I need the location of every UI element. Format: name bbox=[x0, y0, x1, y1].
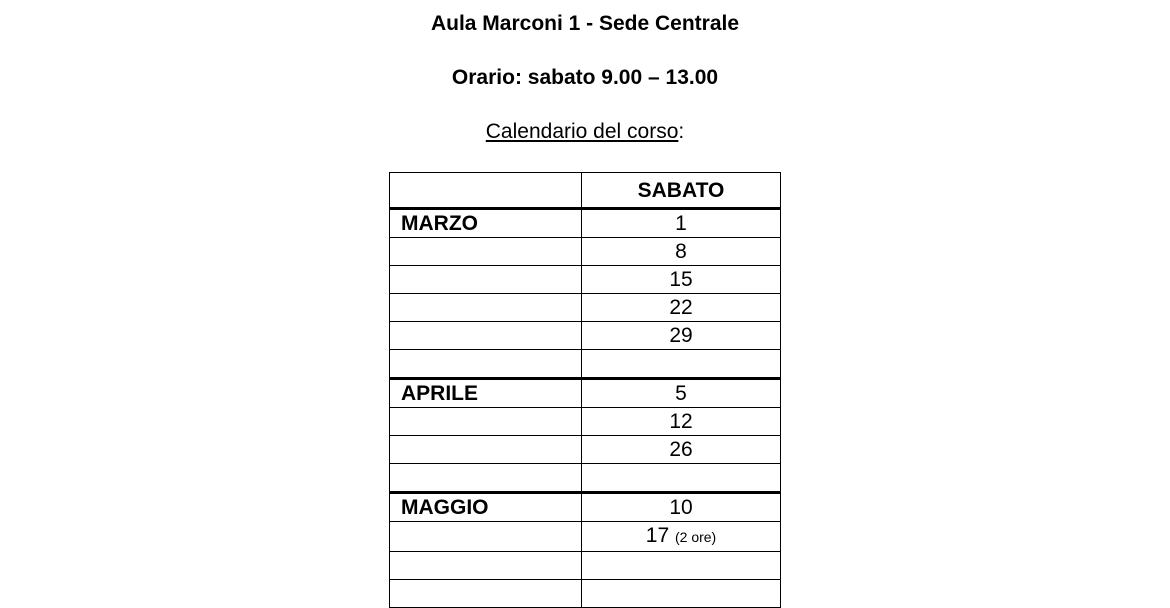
month-cell bbox=[390, 350, 582, 379]
table-row bbox=[390, 238, 781, 266]
day-number: 12 bbox=[669, 410, 693, 433]
table-row bbox=[390, 436, 781, 464]
calendar-label bbox=[0, 120, 1170, 144]
month-cell bbox=[390, 238, 582, 266]
header-month-cell bbox=[390, 173, 582, 209]
day-cell bbox=[582, 436, 781, 464]
table-row bbox=[390, 350, 781, 379]
month-cell bbox=[390, 408, 582, 436]
day-cell bbox=[582, 266, 781, 294]
day-number: 5 bbox=[675, 382, 687, 405]
day-number: 17 bbox=[645, 524, 670, 547]
month-cell bbox=[390, 294, 582, 322]
table-row bbox=[390, 379, 781, 408]
day-number: 29 bbox=[669, 324, 693, 347]
month-cell bbox=[390, 266, 582, 294]
month-cell bbox=[390, 436, 582, 464]
header-day-cell: SABATO bbox=[582, 173, 781, 209]
day-number: 15 bbox=[669, 268, 693, 291]
table-row bbox=[390, 294, 781, 322]
table-row bbox=[390, 408, 781, 436]
document-title: Aula Marconi 1 - Sede Centrale bbox=[430, 12, 740, 35]
calendar-label-colon: : bbox=[678, 120, 685, 143]
day-cell bbox=[582, 379, 781, 408]
table-row bbox=[390, 266, 781, 294]
day-note: (2 ore) bbox=[674, 529, 717, 545]
month-cell bbox=[390, 522, 582, 552]
day-cell bbox=[582, 464, 781, 493]
day-number: 26 bbox=[669, 438, 693, 461]
day-cell bbox=[582, 238, 781, 266]
table-row bbox=[390, 464, 781, 493]
month-cell: MARZO bbox=[390, 209, 582, 238]
month-cell bbox=[390, 322, 582, 350]
table-row bbox=[390, 522, 781, 552]
day-cell bbox=[582, 493, 781, 522]
schedule-text: Orario: sabato 9.00 – 13.00 bbox=[451, 66, 719, 89]
day-number: 1 bbox=[675, 212, 687, 235]
month-cell bbox=[390, 464, 582, 493]
month-cell: APRILE bbox=[390, 379, 582, 408]
month-cell bbox=[390, 552, 582, 580]
day-number: 10 bbox=[669, 496, 693, 519]
month-cell bbox=[390, 580, 582, 608]
day-cell bbox=[582, 294, 781, 322]
day-cell bbox=[582, 522, 781, 552]
day-number: 8 bbox=[675, 240, 687, 263]
day-number: 22 bbox=[669, 296, 693, 319]
table-row bbox=[390, 552, 781, 580]
day-cell bbox=[582, 580, 781, 608]
calendar-label-text: Calendario del corso bbox=[485, 120, 679, 143]
table-row bbox=[390, 209, 781, 238]
day-cell bbox=[582, 408, 781, 436]
day-cell bbox=[582, 209, 781, 238]
table-row bbox=[390, 580, 781, 608]
table-header-row bbox=[390, 173, 781, 209]
table-row bbox=[390, 493, 781, 522]
calendar-table bbox=[389, 172, 781, 608]
day-cell bbox=[582, 322, 781, 350]
day-cell bbox=[582, 350, 781, 379]
month-cell: MAGGIO bbox=[390, 493, 582, 522]
day-cell bbox=[582, 552, 781, 580]
table-row bbox=[390, 322, 781, 350]
